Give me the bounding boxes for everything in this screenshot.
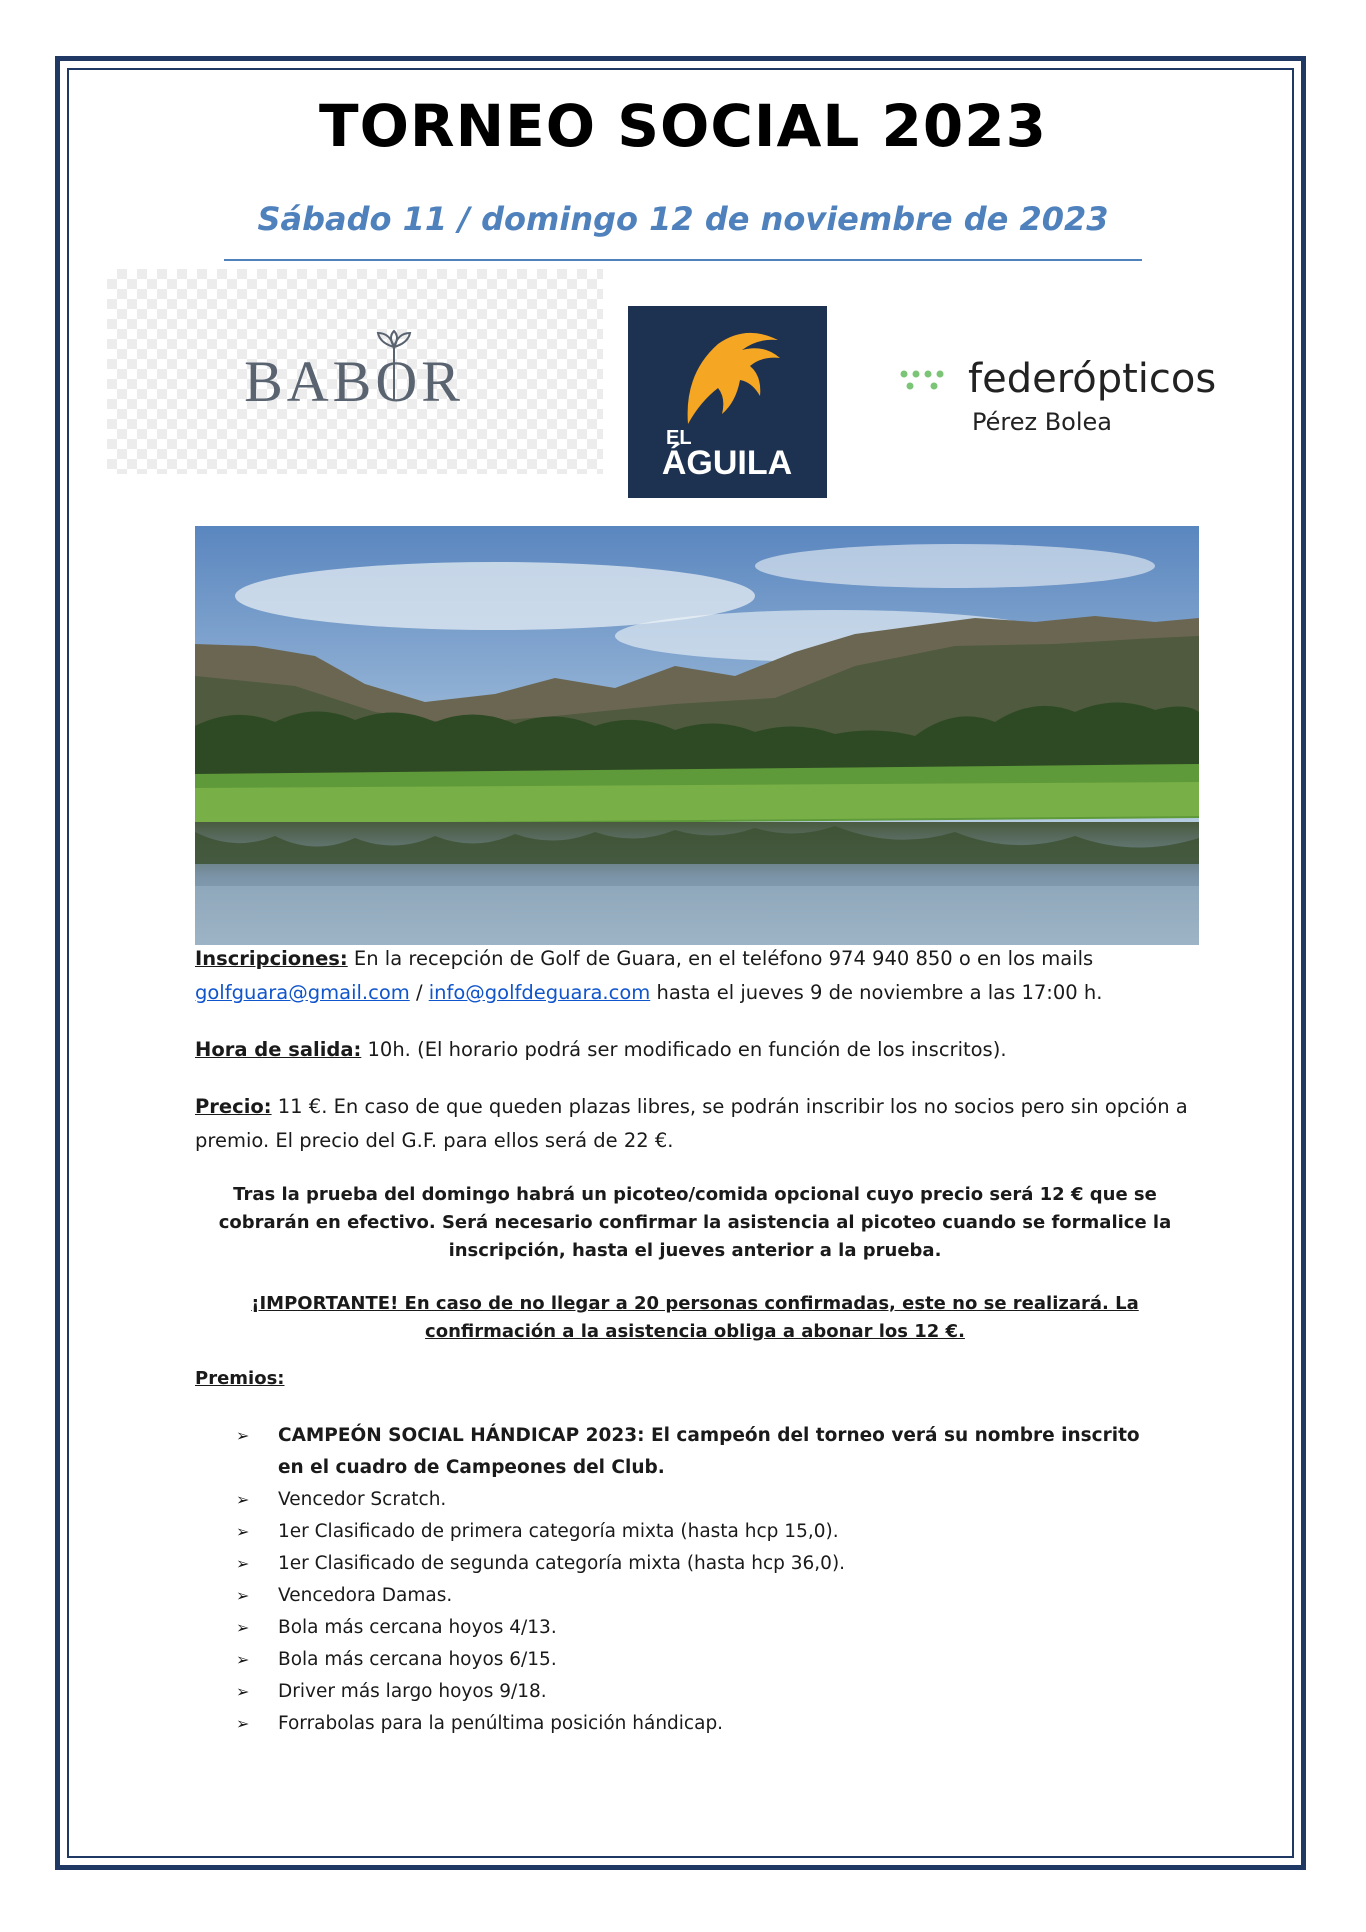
babor-logo: [107, 269, 603, 474]
start-time-info: [195, 1033, 1195, 1067]
el-aguila-logo-graphic: [628, 306, 827, 498]
prize-item-text: Forrabolas para la penúltima posición hándicap.: [278, 1713, 724, 1734]
arrow-bullet-icon: ➢: [236, 1714, 250, 1733]
prize-item: [236, 1676, 1156, 1708]
prize-item: [236, 1580, 1156, 1612]
registration-info: [195, 942, 1195, 1010]
page-title: TORNEO SOCIAL 2023: [319, 92, 1047, 160]
price-text: 11 €. En caso de que queden plazas libres, se podrán inscribir los no socios pero sin opción a premio. El precio del G.F. para ellos será de 22 €.: [195, 1095, 1188, 1152]
federopticos-logo-text: federópticos: [968, 360, 1217, 402]
prize-item: [236, 1420, 1156, 1484]
prize-item: [236, 1708, 1156, 1740]
federopticos-logo-graphic: [900, 360, 1220, 460]
registration-text: En la recepción de Golf de Guara, en el teléfono 974 940 850 o en los mails: [347, 947, 1094, 970]
prize-item-text: Vencedor Scratch.: [278, 1489, 447, 1510]
federopticos-logo-subtext: Pérez Bolea: [972, 408, 1113, 436]
start-time-label: Hora de salida:: [195, 1038, 362, 1061]
prize-item-text: 1er Clasificado de segunda categoría mixta (hasta hcp 36,0).: [278, 1553, 846, 1574]
email-separator: /: [409, 981, 429, 1004]
el-aguila-logo-text-el: EL: [666, 427, 692, 449]
arrow-bullet-icon: ➢: [236, 1586, 250, 1605]
prize-item-text: Bola más cercana hoyos 4/13.: [278, 1617, 557, 1638]
arrow-bullet-icon: ➢: [236, 1618, 250, 1637]
arrow-bullet-icon: ➢: [236, 1554, 250, 1573]
subtitle-divider: [224, 259, 1142, 261]
arrow-bullet-icon: ➢: [236, 1426, 250, 1445]
arrow-bullet-icon: ➢: [236, 1490, 250, 1509]
babor-logo-text: BABOR: [244, 349, 464, 414]
arrow-bullet-icon: ➢: [236, 1650, 250, 1669]
registration-deadline: hasta el jueves 9 de noviembre a las 17:00 h.: [650, 981, 1103, 1004]
prizes-title: Premios:: [195, 1368, 285, 1389]
price-label: Precio:: [195, 1095, 272, 1118]
el-aguila-logo-text-aguila: ÁGUILA: [661, 444, 793, 482]
important-notice: ¡IMPORTANTE! En caso de no llegar a 20 personas confirmadas, este no se realizará. La confirmación a la asistencia obliga a abonar los 12 €.: [251, 1293, 1139, 1342]
federopticos-logo: [900, 360, 1220, 460]
price-info: [195, 1090, 1195, 1158]
prize-item-text: Vencedora Damas.: [278, 1585, 453, 1606]
start-time-text: 10h. (El horario podrá ser modificado en función de los inscritos).: [361, 1038, 1007, 1061]
prize-item: [236, 1516, 1156, 1548]
arrow-bullet-icon: ➢: [236, 1522, 250, 1541]
el-aguila-logo: [628, 306, 827, 498]
babor-logo-graphic: [107, 269, 603, 474]
prize-item: [236, 1612, 1156, 1644]
prize-item-text: Bola más cercana hoyos 6/15.: [278, 1649, 557, 1670]
prize-item: [236, 1644, 1156, 1676]
prize-item-text: Driver más largo hoyos 9/18.: [278, 1681, 547, 1702]
prize-item-text: CAMPEÓN SOCIAL HÁNDICAP 2023: El campeón del torneo verá su nombre inscrito en el cuadro de Campeones del Club.: [278, 1425, 1140, 1478]
prize-item: [236, 1548, 1156, 1580]
email-link-info[interactable]: info@golfdeguara.com: [428, 981, 651, 1004]
event-dates: Sábado 11 / domingo 12 de noviembre de 2023: [257, 200, 1109, 238]
email-link-golfguara[interactable]: golfguara@gmail.com: [195, 981, 410, 1004]
arrow-bullet-icon: ➢: [236, 1682, 250, 1701]
prize-item-text: 1er Clasificado de primera categoría mixta (hasta hcp 15,0).: [278, 1521, 839, 1542]
lunch-note: Tras la prueba del domingo habrá un picoteo/comida opcional cuyo precio será 12 € que se cobrarán en efectivo. Será necesario confirmar la asistencia al picoteo cuando se formalice la inscripción, hasta el jueves anterior a la prueba.: [218, 1184, 1172, 1261]
prizes-list: [236, 1420, 1156, 1740]
prize-item: [236, 1484, 1156, 1516]
registration-label: Inscripciones:: [195, 947, 348, 970]
golf-course-photo: [195, 526, 1199, 945]
